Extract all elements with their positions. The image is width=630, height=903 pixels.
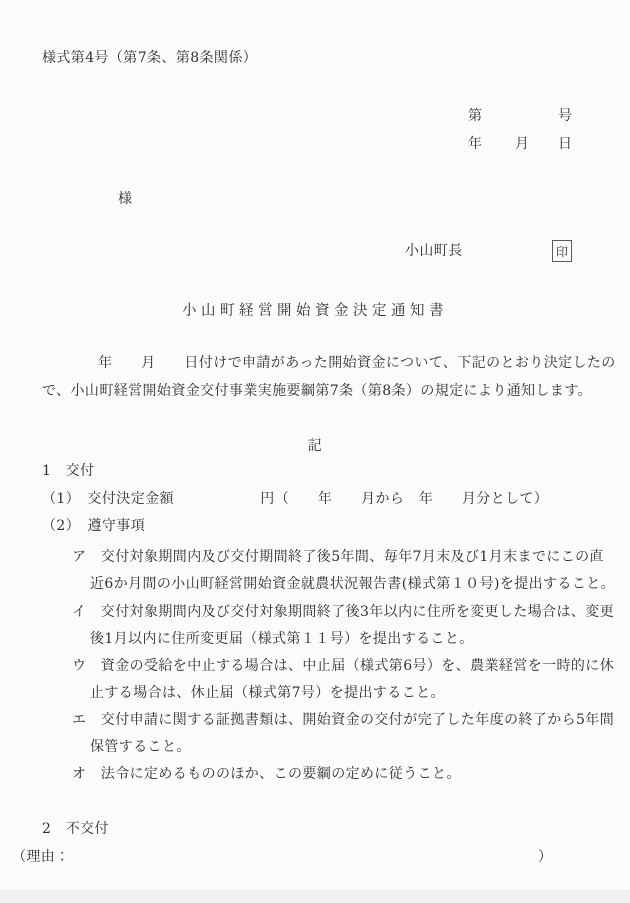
page-bottom-edge <box>0 890 630 903</box>
subitem-a-line-1: ア 交付対象期間内及び交付期間終了後5年間、毎年7月末及び1月末までにこの直 <box>72 549 604 565</box>
reason-field-close: ） <box>538 849 553 865</box>
recipient-honorific: 様 <box>118 191 133 207</box>
section1-heading: 1 交付 <box>42 463 95 479</box>
seal-mark: 印 <box>555 244 568 259</box>
date-month-label: 月 <box>515 136 530 152</box>
date-year-label: 年 <box>468 136 483 152</box>
intro-line-2: で、小山町経営開始資金交付事業実施要綱第7条（第8条）の規定により通知します。 <box>42 383 593 399</box>
subitem-u-line-2: 止する場合は、休止届（様式第7号）を提出すること。 <box>90 685 445 701</box>
form-number-label: 様式第4号（第7条、第8条関係） <box>42 50 258 66</box>
subitem-i-line-1: イ 交付対象期間内及び交付対象期間終了後3年以内に住所を変更した場合は、変更 <box>72 604 615 620</box>
subitem-i-line-2: 後1月以内に住所変更届（様式第１１号）を提出すること。 <box>90 631 474 647</box>
subitem-a-line-2: 近6か月間の小山町経営開始資金就農状況報告書(様式第１０号)を提出すること。 <box>90 576 616 592</box>
subitem-u-line-1: ウ 資金の受給を中止する場合は、中止届（様式第6号）を、農業経営を一時的に休 <box>72 658 615 674</box>
section1-item2-heading: （2） 遵守事項 <box>42 518 146 534</box>
date-day-label: 日 <box>558 136 573 152</box>
subitem-e-line-1: エ 交付申請に関する証拠書類は、開始資金の交付が完了した年度の終了から5年間 <box>72 712 615 728</box>
sender-name: 小山町長 <box>405 243 463 259</box>
seal-box <box>552 240 572 262</box>
doc-number-suffix: 号 <box>558 108 573 124</box>
section2-heading: 2 不交付 <box>42 821 109 837</box>
record-mark: 記 <box>307 438 323 454</box>
reason-field-open: （理由： <box>12 849 70 865</box>
section1-item1-grant-amount: （1） 交付決定金額 円（ 年 月から 年 月分として） <box>42 491 549 507</box>
subitem-e-line-2: 保管すること。 <box>90 739 191 755</box>
subitem-o-line-1: オ 法令に定めるもののほか、この要綱の定めに従うこと。 <box>72 766 461 782</box>
intro-line-1: 年 月 日付けで申請があった開始資金について、下記のとおり決定したの <box>98 355 616 371</box>
document-title: 小山町経営開始資金決定通知書 <box>182 303 448 319</box>
doc-number-prefix: 第 <box>468 108 483 124</box>
